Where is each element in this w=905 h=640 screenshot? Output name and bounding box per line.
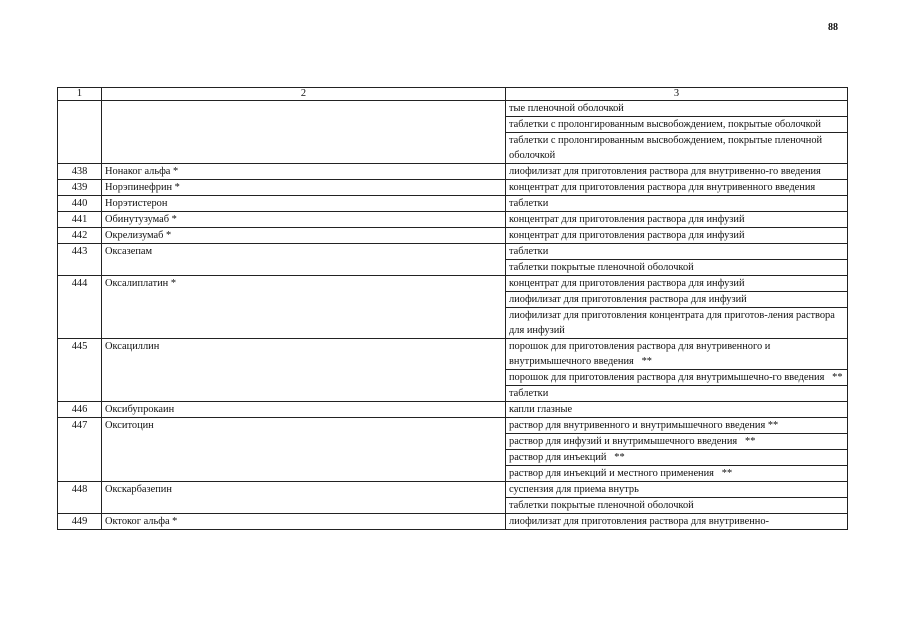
column-header-form: 3 [506,88,848,101]
dosage-form: концентрат для приготовления раствора для инфузий [506,276,848,292]
table-header [58,88,848,101]
table-row [58,244,848,260]
dosage-form: раствор для инъекций ** [506,450,848,466]
dosage-form: концентрат для приготовления раствора для инфузий [506,212,848,228]
drug-name: Норэпинефрин * [102,180,506,196]
dosage-form: таблетки с пролонгированным высвобождением, покрытые пленочной оболочкой [506,133,848,164]
drug-name: Октоког альфа * [102,514,506,530]
drug-name: Оксалиплатин * [102,276,506,339]
table-row [58,196,848,212]
table-row [58,402,848,418]
row-number: 443 [58,244,102,276]
table-row [58,418,848,434]
dosage-form: таблетки покрытые пленочной оболочкой [506,498,848,514]
drug-name: Окскарбазепин [102,482,506,514]
row-number [58,101,102,164]
table-row [58,212,848,228]
row-number: 446 [58,402,102,418]
dosage-form: порошок для приготовления раствора для внутримышечно-го введения ** [506,370,848,386]
dosage-form: таблетки [506,386,848,402]
drug-name: Оксациллин [102,339,506,402]
dosage-form: таблетки [506,196,848,212]
column-header-name: 2 [102,88,506,101]
dosage-form: раствор для инфузий и внутримышечного введения ** [506,434,848,450]
row-number: 442 [58,228,102,244]
row-number: 445 [58,339,102,402]
dosage-form: лиофилизат для приготовления раствора для инфузий [506,292,848,308]
dosage-form: таблетки с пролонгированным высвобождением, покрытые оболочкой [506,117,848,133]
dosage-form: лиофилизат для приготовления раствора для внутривенно- [506,514,848,530]
row-number: 448 [58,482,102,514]
row-number: 444 [58,276,102,339]
table-row [58,101,848,117]
dosage-form: концентрат для приготовления раствора для инфузий [506,228,848,244]
drug-name: Обинутузумаб * [102,212,506,228]
drug-name: Норэтистерон [102,196,506,212]
table-row [58,228,848,244]
header-row [58,88,848,101]
dosage-form: раствор для инъекций и местного применения ** [506,466,848,482]
medication-table [57,87,848,530]
dosage-form: концентрат для приготовления раствора для внутривенного введения [506,180,848,196]
drug-name: Окситоцин [102,418,506,482]
table-row [58,164,848,180]
table-row [58,482,848,498]
table-row [58,276,848,292]
row-number: 439 [58,180,102,196]
dosage-form: таблетки покрытые пленочной оболочкой [506,260,848,276]
row-number: 447 [58,418,102,482]
drug-name: Нонаког альфа * [102,164,506,180]
column-header-number: 1 [58,88,102,101]
dosage-form: тые пленочной оболочкой [506,101,848,117]
row-number: 438 [58,164,102,180]
table-row [58,339,848,370]
table-row [58,180,848,196]
row-number: 449 [58,514,102,530]
dosage-form: лиофилизат для приготовления раствора для внутривенно-го введения [506,164,848,180]
table-row [58,514,848,530]
dosage-form: таблетки [506,244,848,260]
drug-name: Окрелизумаб * [102,228,506,244]
row-number: 440 [58,196,102,212]
dosage-form: порошок для приготовления раствора для внутривенного и внутримышечного введения ** [506,339,848,370]
dosage-form: раствор для внутривенного и внутримышечного введения ** [506,418,848,434]
row-number: 441 [58,212,102,228]
drug-name [102,101,506,164]
drug-name: Оксазепам [102,244,506,276]
dosage-form: суспензия для приема внутрь [506,482,848,498]
page-number: 88 [828,22,838,33]
table-body [58,101,848,530]
dosage-form: лиофилизат для приготовления концентрата для приготов-ления раствора для инфузий [506,308,848,339]
drug-name: Оксибупрокаин [102,402,506,418]
dosage-form: капли глазные [506,402,848,418]
